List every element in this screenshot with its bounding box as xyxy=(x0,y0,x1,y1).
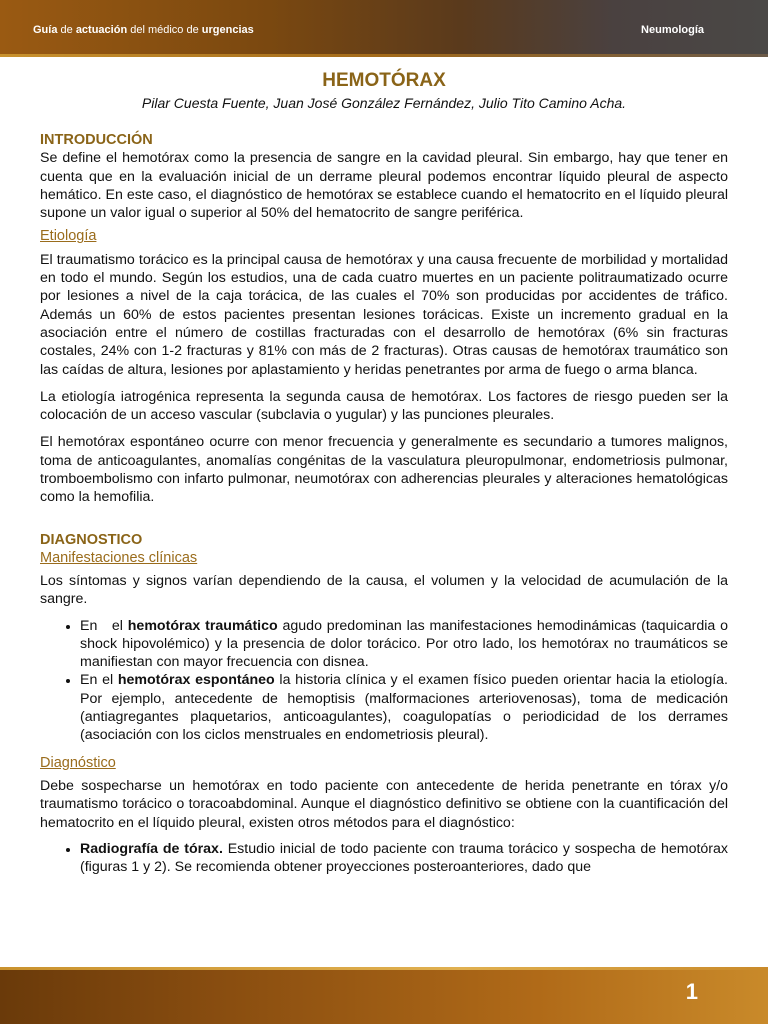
guide-title xyxy=(33,24,254,36)
etiologia-paragraph-2: La etiología iatrogénica representa la segunda causa de hemotórax. Los factores de riesgo pueden ser la colocación de un acceso vascular (subclavia o yugular) y las punciones pleurales. xyxy=(40,388,728,424)
heading-etiologia: Etiología xyxy=(40,228,97,245)
etiologia-paragraph-3: El hemotórax espontáneo ocurre con menor frecuencia y generalmente es secundario a tumores malignos, toma de anticoagulantes, anomalías congénitas de la vasculatura pleuropulmonar, endometriosis pulmonar, tromboembolismo con infarto pulmonar, neumotórax con adherencias pleurales y alteraciones hematológicas como la hemofilia. xyxy=(40,434,728,506)
authors-line: Pilar Cuesta Fuente, Juan José González Fernández, Julio Tito Camino Acha. xyxy=(141,95,627,111)
heading-manifestaciones: Manifestaciones clínicas xyxy=(40,549,198,566)
list-item xyxy=(80,840,728,877)
heading-introduccion: INTRODUCCIÓN xyxy=(40,132,153,149)
list-item xyxy=(80,617,728,672)
document-title: HEMOTÓRAX xyxy=(322,70,446,91)
etiologia-paragraph-1: El traumatismo torácico es la principal causa de hemotórax y una causa frecuente de morbilidad y mortalidad en todo el mundo. Según los estudios, una de cada cuatro muertes en un paciente politraumatizado ocurre por lesiones a nivel de la caja torácica, de las cuales el 70% son producidas por accidentes de tráfico. Además un 60% de estos pacientes presentan lesiones torácicas. Existe un incremento gradual en la asociación entre el número de costillas fracturadas con el desarrollo de hemotórax (6% sin fracturas costales, 24% con 1-2 fracturas y 81% con más de 2 fracturas). Otras causas de hemotórax traumático son las caídas de altura, lesiones por aplastamiento y heridas penetrantes por arma de fuego o arma blanca. xyxy=(40,251,728,378)
bullet-text: la historia clínica y el examen físico pueden orientar hacia la etiología. Por ejemplo, antecedente de hemoptisis (malformaciones arteriovenosas), toma de medicación (antiagregantes plaquetarios, anticoagulantes), coagulopatías o periodicidad de los derrames (asociación con los ciclos menstruales en endometriosis pleural). xyxy=(80,672,728,744)
introduccion-paragraph: Se define el hemotórax como la presencia de sangre en la cavidad pleural. Sin embargo, hay que tener en cuenta que en la evaluación inicial de un derrame pleural podemos encontrar líquido pleural de aspecto hemático. En este caso, el diagnóstico de hemotórax se establece cuando el hematocrito en el líquido pleural supone un valor igual o superior al 50% del hematocrito de sangre periférica. xyxy=(40,150,728,222)
guide-title-word-medico: del médico de xyxy=(127,24,202,36)
bullet-text: Estudio inicial de todo paciente con trauma torácico y sospecha de hemotórax (figuras 1 y 2). Se recomienda obtener proyecciones posteroanteriores, dado que xyxy=(80,840,728,876)
bullet-lead: En el xyxy=(80,617,128,634)
bullet-text: agudo predominan las manifestaciones hemodinámicas (taquicardia o shock hipovolémico) y la presencia de dolor torácico. Por otro lado, los hemotórax no traumáticos se manifiestan con mayor frecuencia con disnea. xyxy=(80,617,728,671)
guide-title-word-de: de xyxy=(60,24,76,36)
section-name: Neumología xyxy=(641,24,704,36)
guide-title-word-guia: Guía xyxy=(33,24,61,36)
bullet-lead: En el xyxy=(80,672,118,689)
page-footer xyxy=(0,967,768,1024)
manifestaciones-list xyxy=(40,617,728,745)
heading-diagnostico-sub: Diagnóstico xyxy=(40,754,116,771)
list-item xyxy=(80,671,728,744)
diagnostico-paragraph: Debe sospecharse un hemotórax en todo paciente con antecedente de herida penetrante en tórax y/o traumatismo torácico o toracoabdominal. Aunque el diagnóstico definitivo se obtiene con la cuantificación del hematocrito en el líquido pleural, existen otros métodos para el diagnóstico: xyxy=(40,777,728,831)
manifestaciones-paragraph: Los síntomas y signos varían dependiendo de la causa, el volumen y la velocidad de acumulación de la sangre. xyxy=(40,572,728,608)
guide-title-word-urgencias: urgencias xyxy=(201,24,254,36)
page-header xyxy=(0,0,768,57)
bullet-bold: Radiografía de tórax. xyxy=(80,840,223,857)
guide-title-word-actuacion: actuación xyxy=(75,24,128,36)
page-number: 1 xyxy=(685,979,698,1004)
bullet-bold: hemotórax traumático xyxy=(127,617,278,634)
document-body xyxy=(40,62,728,876)
heading-diagnostico: DIAGNOSTICO xyxy=(40,531,143,548)
diagnostico-list xyxy=(40,840,728,877)
bullet-bold: hemotórax espontáneo xyxy=(117,672,275,689)
